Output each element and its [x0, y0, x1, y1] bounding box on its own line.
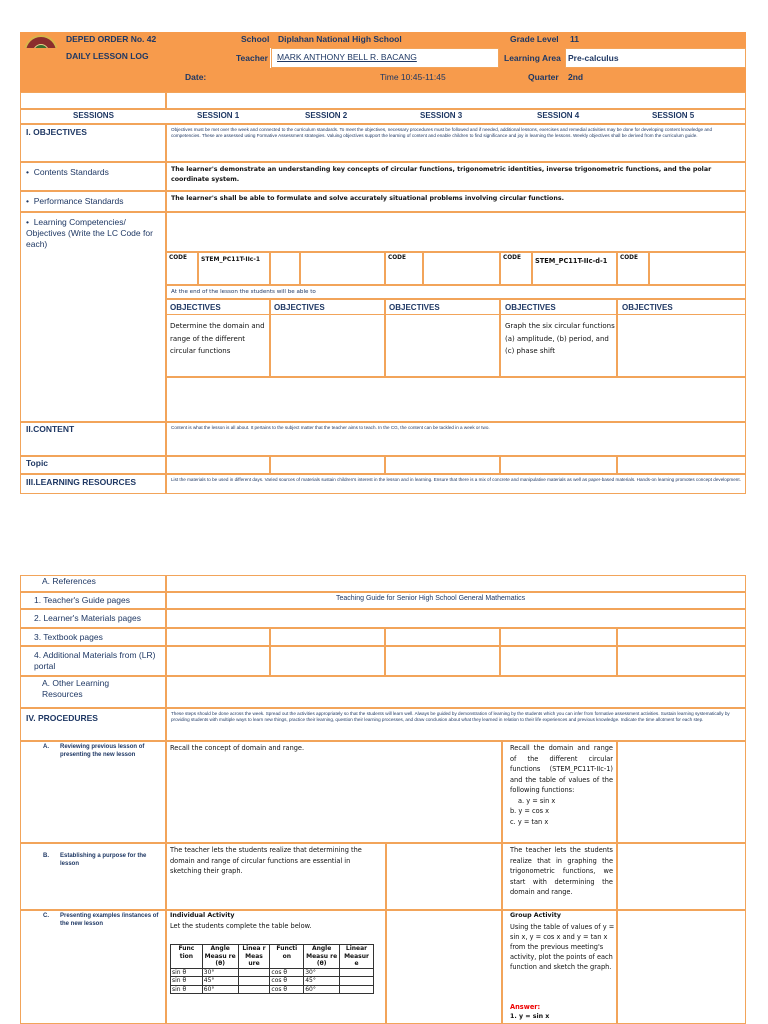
teacher-name: MARK ANTHONY BELL R. BACANG	[277, 52, 417, 62]
procedures-title: IV. PROCEDURES	[26, 713, 98, 723]
proc-note-cell	[166, 708, 746, 741]
school-name: Diplahan National High School	[278, 34, 402, 44]
resources-title: III.LEARNING RESOURCES	[26, 477, 137, 487]
cell-r0c2	[238, 968, 270, 977]
topic-s1	[166, 456, 270, 474]
proc-c-s4-text: Using the table of values of y = sin x, y = cos x and y = tan x from the previous meeting's activity, plot the points of each function and sketch the graph.	[510, 923, 615, 971]
proc-b-s4-text: The teacher lets the students realize that in graphing the trigonometric functions, we start with determining the domain and range.	[510, 846, 613, 896]
proc-a-s4-intro: Recall the domain and range of the different circular functions (STEM_PC11T-IIc-1) and the table of values of the following functions:	[510, 744, 613, 794]
code-label-5: CODE	[620, 255, 638, 261]
table-row	[171, 985, 374, 994]
proc-c-marker: C.	[43, 913, 49, 919]
grade-value: 11	[570, 34, 579, 44]
other-right	[166, 676, 746, 708]
objectives-note: Objectives must be met over the week and connected to the curriculum standards. To meet the objectives, necessary procedures must be followed and if needed, additional lessons, exercises and remedial activities may be done for developing content knowledge and competencies. These are assessed using Formative Assessment strategies. Valuing objectives support the learning of content and enable children to find significance and joy in learning the lessons. Weekly objectives shall be derived from the curriculum guide.	[171, 127, 713, 138]
session-1-header: SESSION 1	[197, 111, 240, 120]
tg-value: Teaching Guide for Senior High School General Mathematics	[336, 595, 526, 602]
proc-c-s1-title: Individual Activity	[170, 912, 235, 919]
obj-text-4: Graph the six circular functions (a) amplitude, (b) period, and (c) phase shift	[505, 322, 615, 355]
tb-s3	[385, 628, 500, 646]
obj-text-1: Determine the domain and range of the different circular functions	[170, 322, 265, 355]
resources-note-cell	[166, 474, 746, 494]
end-note: At the end of the lesson the students will be able to	[171, 289, 316, 295]
proc-c-s1-text: Let the students complete the table below.	[170, 922, 312, 930]
ref-row-right	[166, 575, 746, 592]
proc-c-label: Presenting examples /instances of the new lesson	[60, 913, 159, 927]
content-std-text-label: Contents Standards	[33, 167, 109, 177]
quarter-label: Quarter	[528, 72, 559, 82]
lr-s1	[166, 646, 270, 676]
cell-r1c3: cos θ	[270, 977, 304, 986]
lm-label: 2. Learner's Materials pages	[34, 613, 141, 623]
proc-a-s4-b: b. y = cos x	[510, 807, 550, 815]
sessions-row	[20, 109, 746, 124]
proc-c-s4-title: Group Activity	[510, 912, 561, 919]
activity-table	[170, 944, 374, 994]
resources-note: List the materials to be used in different days. Varied sources of materials sustain children's interest in the lesson and in learning. Ensure that there is a mix of concrete and manipulative materials as well as paper-based materials. Hands-on learning promotes concept development.	[171, 477, 741, 482]
topic-label: Topic	[26, 458, 49, 468]
other-label: A. Other Learning Resources	[42, 678, 110, 699]
th-3: Functi on	[270, 945, 304, 969]
lr-s5	[617, 646, 746, 676]
code-value-1: STEM_PC11T-IIc-1	[201, 256, 261, 263]
perf-std-text-label: Performance Standards	[33, 196, 124, 206]
code-value-1-cell	[198, 252, 270, 285]
area-label: Learning Area	[504, 53, 561, 63]
cell-r2c4: 60°	[304, 985, 340, 994]
tb-label: 3. Textbook pages	[34, 632, 103, 642]
code-cell-2a	[270, 252, 300, 285]
obj-bottom	[166, 377, 746, 422]
th-2: Linea r Meas ure	[238, 945, 270, 969]
cell-r0c1: 30°	[202, 968, 238, 977]
code-value-4-cell	[532, 252, 617, 285]
proc-a-s4-a: a. y = sin x	[518, 796, 556, 805]
obj-head-rule	[166, 314, 746, 315]
obj-head-5: OBJECTIVES	[622, 303, 673, 312]
proc-a-s4-text	[510, 743, 613, 827]
lr-s4	[500, 646, 617, 676]
proc-c-s5	[617, 910, 746, 1024]
topic-s4	[500, 456, 617, 474]
perf-std-cell	[166, 191, 746, 212]
area-value: Pre-calculus	[568, 53, 619, 63]
answer-1: 1. y = sin x	[510, 1013, 550, 1020]
tg-label: 1. Teacher's Guide pages	[34, 595, 130, 605]
cell-r1c5	[340, 977, 374, 986]
references-label: A. References	[42, 576, 96, 586]
content-note: Content is what the lesson is all about. It pertains to the subject matter that the teacher aims to teach. In the CG, the content can be tackled in a week or two.	[171, 425, 490, 430]
code-cell-3	[385, 252, 423, 285]
cell-r2c2	[238, 985, 270, 994]
code-label-3: CODE	[388, 255, 406, 261]
answer-label: Answer:	[510, 1003, 541, 1011]
blank-row-left	[20, 92, 166, 109]
obj-head-4: OBJECTIVES	[505, 303, 556, 312]
competency-label: • Learning Competencies/ Objectives (Write the LC Code for each)	[26, 217, 153, 249]
competency-label-text: Learning Competencies/ Objectives (Write the LC Code for each)	[26, 217, 153, 249]
proc-a-s5	[617, 741, 746, 843]
th-5: Linear Measur e	[340, 945, 374, 969]
topic-s3	[385, 456, 500, 474]
lr-label: 4. Additional Materials from (LR) portal	[34, 650, 156, 671]
code-value-5-cell	[649, 252, 746, 285]
procedures-note: These steps should be done across the week. Spread out the activities appropriately so that the students will learn well. Always be guided by demonstration of learning by the students which you can infer from formative assessment activities. Sustain learning systematically by providing students with multiple ways to learn new things, practice their learning, question their learning processes, and draw conclusion about what they learned in relation to their life experiences and previous knowledge. Indicate the time allotment for each step.	[171, 711, 730, 722]
proc-b-label: Establishing a purpose for the lesson	[60, 853, 147, 867]
cell-r1c2	[238, 977, 270, 986]
content-std-label: • Contents Standards	[26, 167, 109, 177]
teacher-label: Teacher	[236, 53, 268, 63]
activity-table-head	[171, 945, 374, 969]
content-title: II.CONTENT	[26, 424, 75, 434]
lm-right	[166, 609, 746, 628]
proc-a-s1: Recall the concept of domain and range.	[170, 744, 305, 752]
competency-top	[166, 212, 746, 252]
code-cell-5	[617, 252, 649, 285]
cell-r1c4: 45°	[304, 977, 340, 986]
proc-b-s3	[386, 843, 502, 910]
obj-head-2: OBJECTIVES	[274, 303, 325, 312]
th-4: Angle Measu re (θ)	[304, 945, 340, 969]
code-value-4: STEM_PC11T-IIc-d-1	[535, 257, 608, 265]
quarter-value: 2nd	[568, 72, 584, 82]
code-label-4: CODE	[503, 255, 521, 261]
proc-a-label: Reviewing previous lesson of presenting the new lesson	[60, 744, 145, 758]
cell-r2c1: 60°	[202, 985, 238, 994]
cell-r1c1: 45°	[202, 977, 238, 986]
lr-s2	[270, 646, 385, 676]
proc-a-s4-c: c. y = tan x	[510, 817, 549, 826]
code-cell-2b	[300, 252, 385, 285]
obj-head-1: OBJECTIVES	[170, 303, 221, 312]
obj-head-3: OBJECTIVES	[389, 303, 440, 312]
proc-b-s1-text: The teacher lets the students realize that determining the domain and range of circular functions are essential in sketching their graph.	[170, 846, 362, 875]
content-note-cell	[166, 422, 746, 456]
topic-s5	[617, 456, 746, 474]
session-3-header: SESSION 3	[420, 111, 463, 120]
perf-std-label: • Performance Standards	[26, 196, 124, 206]
sessions-label: SESSIONS	[73, 111, 114, 120]
perf-std-text: The learner's shall be able to formulate and solve accurately situational problems involving circular functions.	[171, 195, 564, 202]
content-std-text: The learner's demonstrate an understanding key concepts of circular functions, trigonometric identities, inverse trigonometric functions, and the polar coordinate system.	[171, 166, 712, 183]
topic-s2	[270, 456, 385, 474]
code-value-3-cell	[423, 252, 500, 285]
school-label: School	[241, 34, 270, 44]
tb-s1	[166, 628, 270, 646]
table-row	[171, 977, 374, 986]
session-5-header: SESSION 5	[652, 111, 695, 120]
lr-s3	[385, 646, 500, 676]
blank-row-right	[166, 92, 746, 109]
objectives-note-cell	[166, 124, 746, 162]
grade-label: Grade Level	[510, 34, 559, 44]
proc-b-s5	[617, 843, 746, 910]
code-label-1: CODE	[169, 255, 187, 261]
proc-a-marker: A.	[43, 744, 49, 750]
code-cell-4	[500, 252, 532, 285]
cell-r0c3: cos θ	[270, 968, 304, 977]
end-note-cell	[166, 285, 746, 299]
cell-r0c4: 30°	[304, 968, 340, 977]
cell-r2c3: cos θ	[270, 985, 304, 994]
proc-a-s1-3	[166, 741, 502, 843]
log-title: DAILY LESSON LOG	[66, 51, 149, 61]
cell-r0c0: sin θ	[171, 968, 203, 977]
th-1: Angle Measu re (θ)	[202, 945, 238, 969]
th-0: Func tion	[171, 945, 203, 969]
objectives-title: I. OBJECTIVES	[26, 127, 87, 137]
date-label: Date:	[185, 72, 207, 82]
cell-r1c0: sin θ	[171, 977, 203, 986]
cell-r2c0: sin θ	[171, 985, 203, 994]
proc-b-marker: B.	[43, 853, 49, 859]
tb-s5	[617, 628, 746, 646]
code-cell-1	[166, 252, 198, 285]
time-label: Time 10:45-11:45	[380, 72, 446, 82]
session-4-header: SESSION 4	[537, 111, 580, 120]
cell-r0c5	[340, 968, 374, 977]
deped-order: DEPED ORDER No. 42	[66, 34, 157, 44]
tb-s2	[270, 628, 385, 646]
session-2-header: SESSION 2	[305, 111, 348, 120]
proc-c-s3	[386, 910, 502, 1024]
cell-r2c5	[340, 985, 374, 994]
table-row	[171, 968, 374, 977]
tb-s4	[500, 628, 617, 646]
content-std-cell	[166, 162, 746, 191]
